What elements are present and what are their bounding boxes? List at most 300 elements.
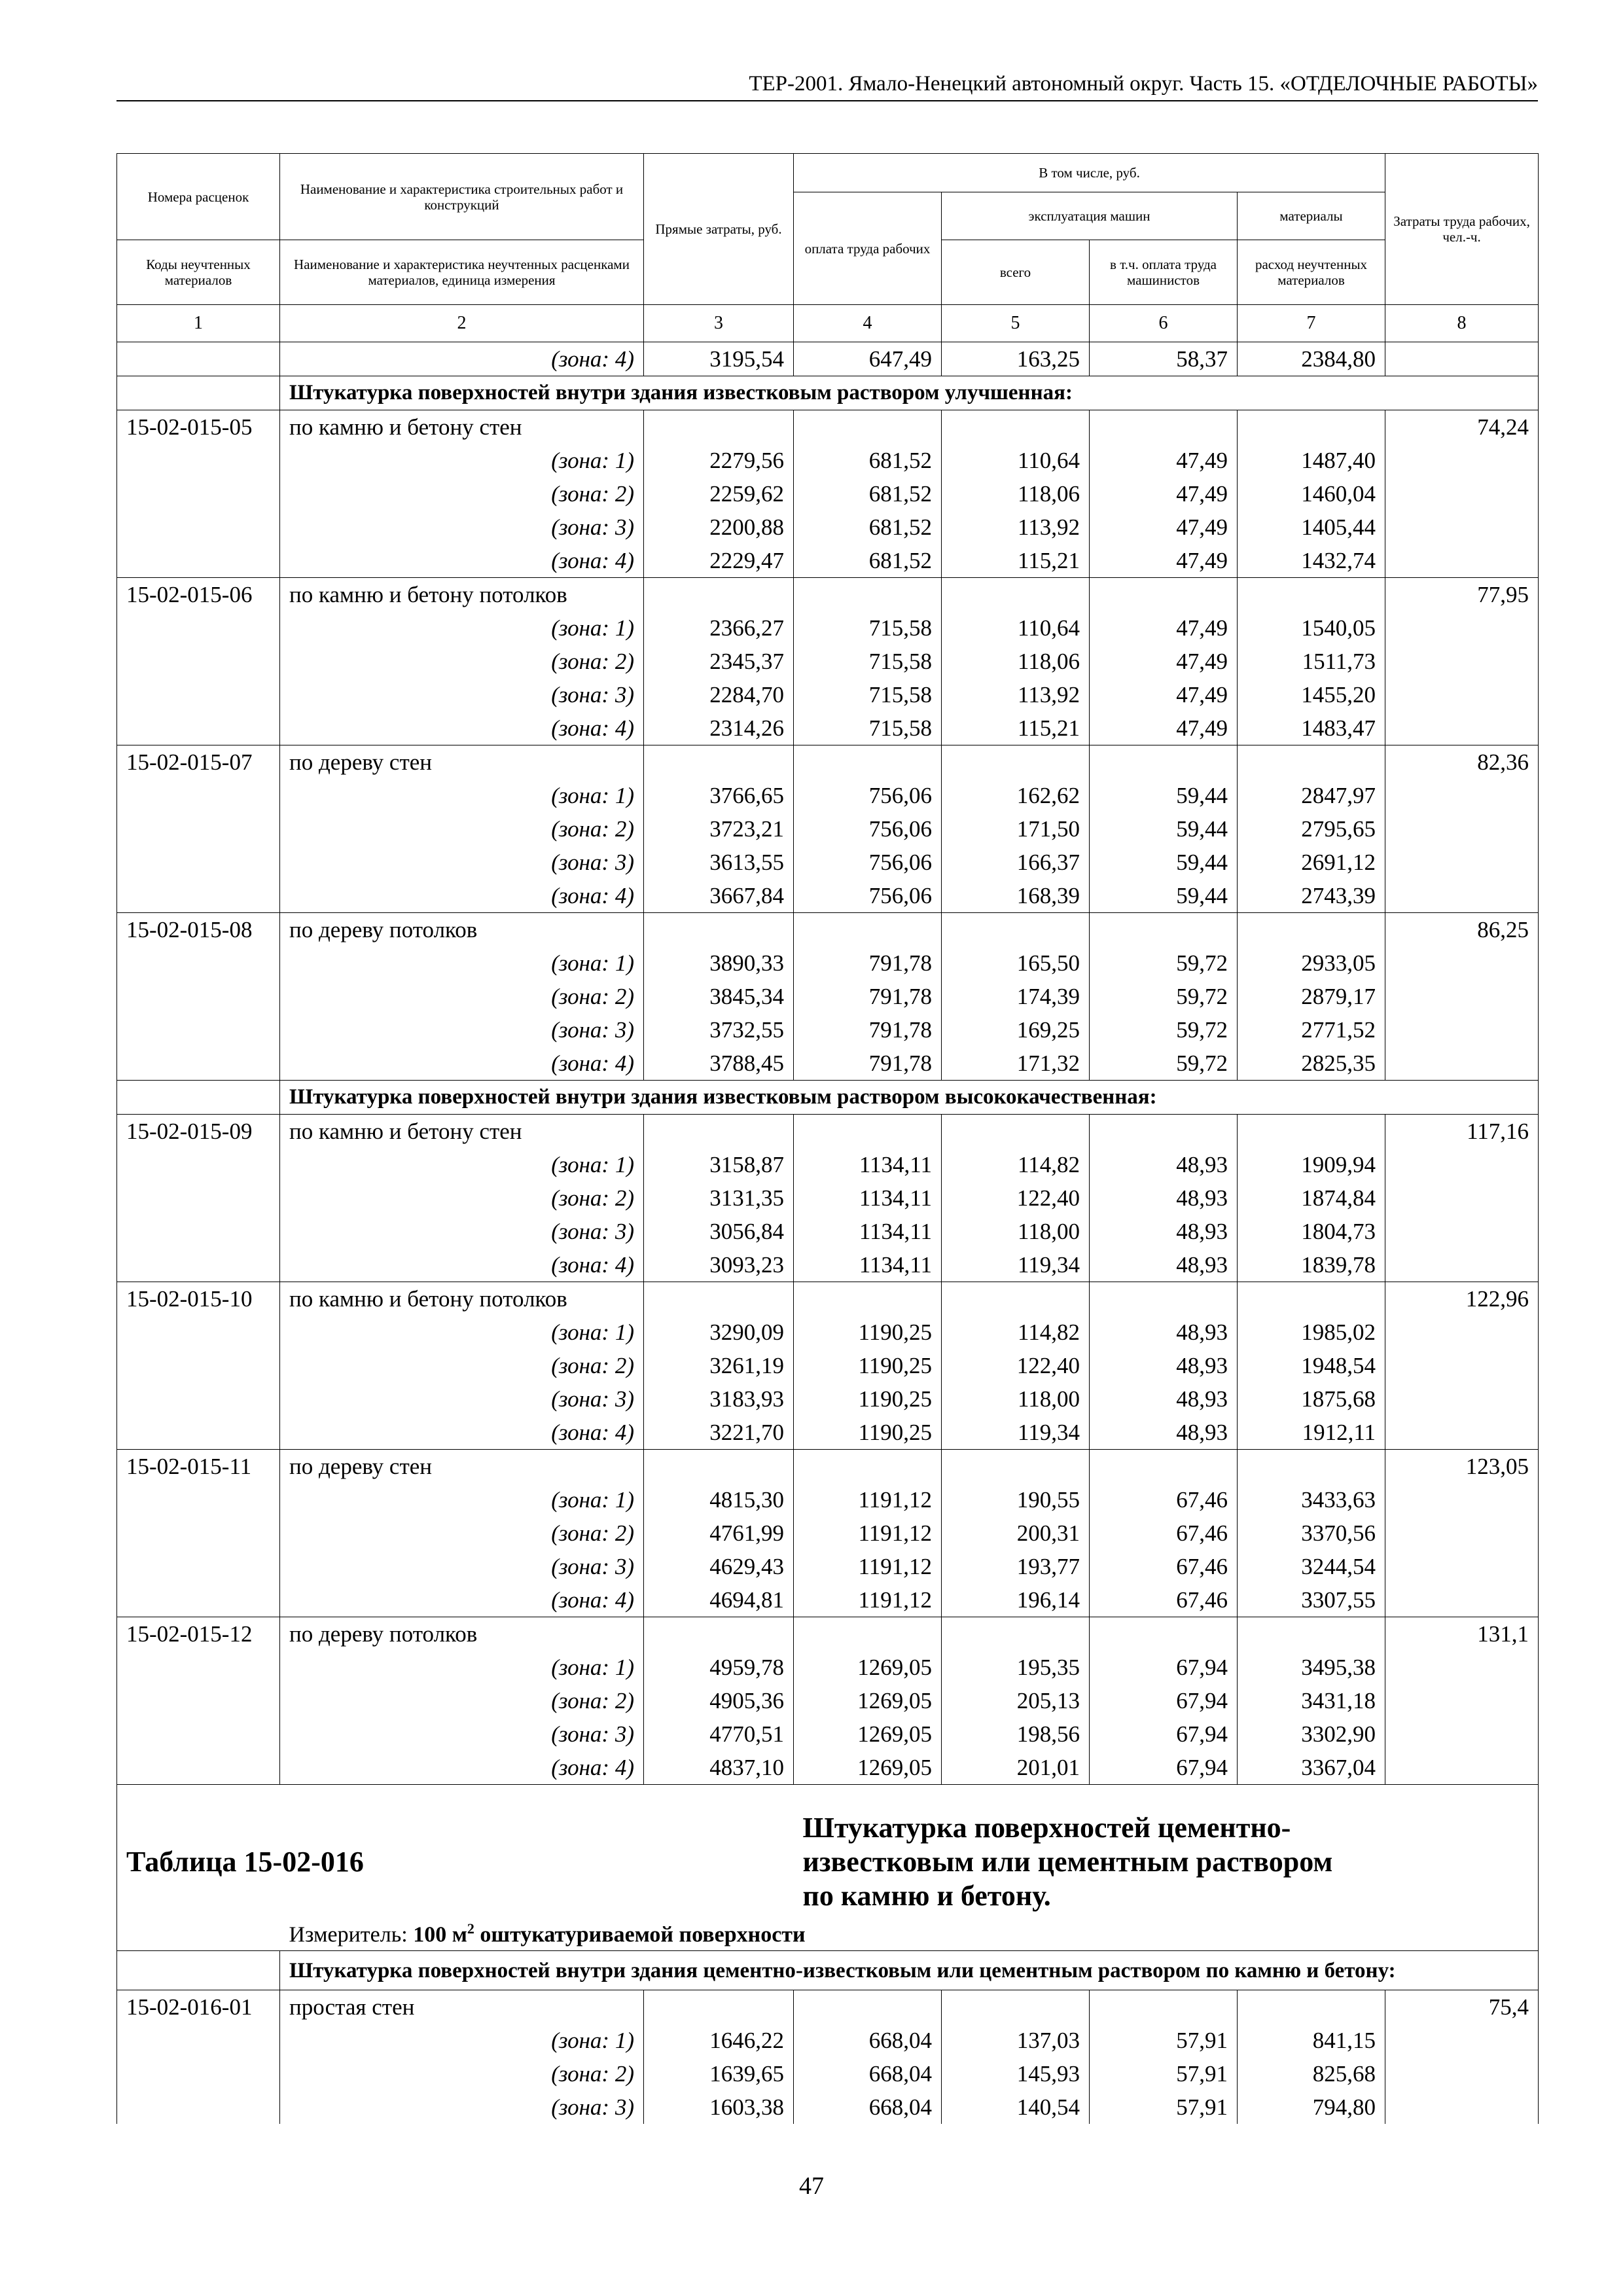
operators-wages-value: 58,37 — [1090, 342, 1238, 376]
wages-value: 1134,11 — [794, 1248, 942, 1282]
empty-cell — [1090, 410, 1238, 444]
operators-wages-value: 67,94 — [1090, 1684, 1238, 1717]
meter — [280, 1913, 1539, 1951]
empty-cell — [644, 410, 794, 444]
table-title-row — [117, 1785, 1539, 1914]
col-wages-header: оплата труда рабочих — [794, 192, 942, 305]
operators-wages-value: 47,49 — [1090, 511, 1238, 544]
direct-costs-value: 4815,30 — [644, 1483, 794, 1516]
zone-label: (зона: 2) — [280, 1516, 644, 1550]
wages-value: 756,06 — [794, 846, 942, 879]
empty-cell — [117, 1651, 280, 1684]
operators-wages-value: 48,93 — [1090, 1349, 1238, 1382]
direct-costs-value: 4629,43 — [644, 1550, 794, 1583]
materials-value: 3433,63 — [1238, 1483, 1385, 1516]
zone-row — [117, 2024, 1539, 2057]
wages-value: 668,04 — [794, 2024, 942, 2057]
empty-cell — [1385, 1516, 1539, 1550]
empty-cell — [1090, 913, 1238, 947]
operators-wages-value: 57,91 — [1090, 2090, 1238, 2124]
empty-cell — [1385, 980, 1539, 1013]
direct-costs-value: 3890,33 — [644, 946, 794, 980]
section-heading: Штукатурка поверхностей внутри здания известковым раствором высококачественная: — [280, 1081, 1539, 1115]
empty-cell — [117, 1382, 280, 1416]
empty-cell — [1385, 1047, 1539, 1081]
zone-label: (зона: 1) — [280, 1316, 644, 1349]
empty-cell — [1238, 745, 1385, 780]
materials-value: 1540,05 — [1238, 611, 1385, 645]
zone-label: (зона: 1) — [280, 779, 644, 812]
direct-costs-value: 3195,54 — [644, 342, 794, 376]
labor-value: 117,16 — [1385, 1115, 1539, 1149]
direct-costs-value: 4761,99 — [644, 1516, 794, 1550]
operators-wages-value: 59,72 — [1090, 1047, 1238, 1081]
operators-wages-value: 59,72 — [1090, 946, 1238, 980]
empty-cell — [1385, 1785, 1539, 1914]
operators-wages-value: 67,46 — [1090, 1550, 1238, 1583]
empty-cell — [117, 678, 280, 711]
empty-cell — [1385, 2057, 1539, 2090]
empty-cell — [117, 342, 280, 376]
empty-cell — [644, 1282, 794, 1316]
item-name: по дереву стен — [280, 745, 644, 780]
empty-cell — [117, 1516, 280, 1550]
wages-value: 1269,05 — [794, 1717, 942, 1751]
empty-cell — [117, 2057, 280, 2090]
wages-value: 1190,25 — [794, 1416, 942, 1450]
materials-value: 3302,90 — [1238, 1717, 1385, 1751]
empty-cell — [117, 779, 280, 812]
wages-value: 715,58 — [794, 611, 942, 645]
item-row — [117, 578, 1539, 612]
zone-row — [117, 511, 1539, 544]
col-code-header: Номера расценок — [117, 154, 280, 240]
wages-value: 668,04 — [794, 2057, 942, 2090]
zone-row — [117, 2090, 1539, 2124]
empty-cell — [1238, 578, 1385, 612]
operators-wages-value: 59,72 — [1090, 980, 1238, 1013]
zone-label: (зона: 4) — [280, 1047, 644, 1081]
zone-label: (зона: 4) — [280, 1416, 644, 1450]
machines-total-value: 118,06 — [942, 645, 1090, 678]
zone-label: (зона: 1) — [280, 1483, 644, 1516]
operators-wages-value: 47,49 — [1090, 711, 1238, 745]
materials-value: 1483,47 — [1238, 711, 1385, 745]
empty-cell — [794, 1282, 942, 1316]
materials-value: 2825,35 — [1238, 1047, 1385, 1081]
empty-cell — [117, 1181, 280, 1215]
zone-row — [117, 1148, 1539, 1181]
empty-cell — [1385, 511, 1539, 544]
operators-wages-value: 48,93 — [1090, 1382, 1238, 1416]
empty-cell — [1385, 1684, 1539, 1717]
machines-total-value: 190,55 — [942, 1483, 1090, 1516]
empty-cell — [942, 410, 1090, 444]
zone-label: (зона: 1) — [280, 444, 644, 477]
empty-cell — [794, 1990, 942, 2024]
direct-costs-value: 3845,34 — [644, 980, 794, 1013]
section-heading-row — [117, 1951, 1539, 1990]
empty-cell — [117, 1316, 280, 1349]
materials-value: 3367,04 — [1238, 1751, 1385, 1785]
col-number: 1 — [117, 305, 280, 342]
empty-cell — [942, 578, 1090, 612]
wages-value: 1269,05 — [794, 1651, 942, 1684]
empty-cell — [644, 1617, 794, 1651]
zone-label: (зона: 3) — [280, 2090, 644, 2124]
section-heading: Штукатурка поверхностей внутри здания цементно-известковым или цементным раствором по камню и бетону: — [280, 1951, 1539, 1990]
zone-row — [117, 1349, 1539, 1382]
machines-total-value: 163,25 — [942, 342, 1090, 376]
labor-value: 82,36 — [1385, 745, 1539, 780]
item-code: 15-02-015-06 — [117, 578, 280, 612]
direct-costs-value: 3732,55 — [644, 1013, 794, 1047]
item-name: простая стен — [280, 1990, 644, 2024]
empty-cell — [1385, 1550, 1539, 1583]
col-direct-costs-header: Прямые затраты, руб. — [644, 154, 794, 305]
operators-wages-value: 47,49 — [1090, 611, 1238, 645]
operators-wages-value: 57,91 — [1090, 2024, 1238, 2057]
wages-value: 1191,12 — [794, 1516, 942, 1550]
empty-cell — [1385, 678, 1539, 711]
zone-row — [117, 544, 1539, 578]
machines-total-value: 200,31 — [942, 1516, 1090, 1550]
empty-cell — [117, 711, 280, 745]
item-row — [117, 1450, 1539, 1484]
direct-costs-value: 3667,84 — [644, 879, 794, 913]
empty-cell — [942, 1282, 1090, 1316]
table-title: Штукатурка поверхностей цементно-известковым или цементным раствором по камню и бетону. — [794, 1785, 1385, 1914]
machines-total-value: 195,35 — [942, 1651, 1090, 1684]
empty-cell — [1090, 1617, 1238, 1651]
empty-cell — [794, 1115, 942, 1149]
machines-total-value: 169,25 — [942, 1013, 1090, 1047]
empty-cell — [1385, 1316, 1539, 1349]
direct-costs-value: 3183,93 — [644, 1382, 794, 1416]
item-name: по камню и бетону потолков — [280, 1282, 644, 1316]
item-code: 15-02-015-09 — [117, 1115, 280, 1149]
item-name: по камню и бетону потолков — [280, 578, 644, 612]
empty-cell — [117, 1583, 280, 1617]
direct-costs-value: 2229,47 — [644, 544, 794, 578]
machines-total-value: 193,77 — [942, 1550, 1090, 1583]
operators-wages-value: 59,72 — [1090, 1013, 1238, 1047]
labor-value: 77,95 — [1385, 578, 1539, 612]
empty-cell — [117, 376, 280, 410]
empty-cell — [1385, 1013, 1539, 1047]
item-code: 15-02-015-11 — [117, 1450, 280, 1484]
operators-wages-value: 48,93 — [1090, 1416, 1238, 1450]
wages-value: 791,78 — [794, 980, 942, 1013]
operators-wages-value: 57,91 — [1090, 2057, 1238, 2090]
materials-header: материалы — [1238, 192, 1385, 240]
empty-cell — [1385, 879, 1539, 913]
machines-total-value: 171,32 — [942, 1047, 1090, 1081]
zone-row — [117, 1047, 1539, 1081]
direct-costs-value: 3158,87 — [644, 1148, 794, 1181]
operators-wages-value: 48,93 — [1090, 1148, 1238, 1181]
materials-value: 1804,73 — [1238, 1215, 1385, 1248]
zone-row — [117, 1316, 1539, 1349]
materials-value: 2879,17 — [1238, 980, 1385, 1013]
zone-label: (зона: 1) — [280, 2024, 644, 2057]
direct-costs-value: 2284,70 — [644, 678, 794, 711]
wages-value: 681,52 — [794, 477, 942, 511]
item-row — [117, 410, 1539, 444]
zone-label: (зона: 4) — [280, 879, 644, 913]
wages-value: 715,58 — [794, 678, 942, 711]
materials-value: 1985,02 — [1238, 1316, 1385, 1349]
col-code-header-bottom: Коды неучтенных материалов — [117, 240, 280, 305]
empty-cell — [1238, 1617, 1385, 1651]
wages-value: 791,78 — [794, 1047, 942, 1081]
machines-total-value: 118,06 — [942, 477, 1090, 511]
machines-header: эксплуатация машин — [942, 192, 1238, 240]
machines-total-value: 114,82 — [942, 1316, 1090, 1349]
wages-value: 668,04 — [794, 2090, 942, 2124]
zone-label: (зона: 1) — [280, 1148, 644, 1181]
col-number: 6 — [1090, 305, 1238, 342]
item-name: по камню и бетону стен — [280, 410, 644, 444]
empty-cell — [1385, 2090, 1539, 2124]
empty-cell — [1385, 946, 1539, 980]
direct-costs-value: 3766,65 — [644, 779, 794, 812]
wages-value: 1269,05 — [794, 1751, 942, 1785]
materials-value: 1432,74 — [1238, 544, 1385, 578]
machines-total-value: 119,34 — [942, 1416, 1090, 1450]
empty-cell — [117, 645, 280, 678]
empty-cell — [117, 1081, 280, 1115]
empty-cell — [1385, 1751, 1539, 1785]
materials-value: 1839,78 — [1238, 1248, 1385, 1282]
empty-cell — [1090, 1115, 1238, 1149]
col-number: 7 — [1238, 305, 1385, 342]
zone-label: (зона: 3) — [280, 1382, 644, 1416]
zone-row — [117, 1483, 1539, 1516]
direct-costs-value: 1639,65 — [644, 2057, 794, 2090]
empty-cell — [1238, 410, 1385, 444]
machines-total-value: 162,62 — [942, 779, 1090, 812]
empty-cell — [1385, 1248, 1539, 1282]
zone-row — [117, 846, 1539, 879]
empty-cell — [1385, 1349, 1539, 1382]
zone-label: (зона: 1) — [280, 611, 644, 645]
zone-label: (зона: 4) — [280, 1751, 644, 1785]
direct-costs-value: 2200,88 — [644, 511, 794, 544]
operators-wages-value: 47,49 — [1090, 678, 1238, 711]
zone-label: (зона: 3) — [280, 1550, 644, 1583]
operators-wages-value: 67,46 — [1090, 1516, 1238, 1550]
empty-cell — [1385, 812, 1539, 846]
direct-costs-value: 2314,26 — [644, 711, 794, 745]
zone-row — [117, 1181, 1539, 1215]
materials-value: 1455,20 — [1238, 678, 1385, 711]
operators-wages-value: 59,44 — [1090, 812, 1238, 846]
zone-label: (зона: 2) — [280, 1349, 644, 1382]
labor-value: 75,4 — [1385, 1990, 1539, 2024]
empty-cell — [644, 1990, 794, 2024]
empty-cell — [1385, 477, 1539, 511]
empty-cell — [942, 1990, 1090, 2024]
item-row — [117, 1617, 1539, 1651]
materials-value: 1487,40 — [1238, 444, 1385, 477]
materials-value: 2771,52 — [1238, 1013, 1385, 1047]
item-code: 15-02-015-07 — [117, 745, 280, 780]
zone-label: (зона: 1) — [280, 946, 644, 980]
wages-value: 1134,11 — [794, 1215, 942, 1248]
zone-row — [117, 1248, 1539, 1282]
col-number: 4 — [794, 305, 942, 342]
empty-cell — [1385, 1483, 1539, 1516]
empty-cell — [644, 745, 794, 780]
item-code: 15-02-015-08 — [117, 913, 280, 947]
empty-cell — [794, 745, 942, 780]
materials-value: 3244,54 — [1238, 1550, 1385, 1583]
wages-value: 1190,25 — [794, 1316, 942, 1349]
direct-costs-value: 3093,23 — [644, 1248, 794, 1282]
incl-header: В том числе, руб. — [794, 154, 1385, 192]
item-row — [117, 1282, 1539, 1316]
item-row — [117, 745, 1539, 780]
direct-costs-value: 4837,10 — [644, 1751, 794, 1785]
item-code: 15-02-015-10 — [117, 1282, 280, 1316]
col-labor-header: Затраты труда рабочих, чел.-ч. — [1385, 154, 1539, 305]
zone-label: (зона: 4) — [280, 1583, 644, 1617]
zone-label: (зона: 2) — [280, 980, 644, 1013]
zone-label: (зона: 3) — [280, 1215, 644, 1248]
zone-label: (зона: 2) — [280, 1181, 644, 1215]
materials-value: 1405,44 — [1238, 511, 1385, 544]
empty-cell — [1238, 1990, 1385, 2024]
wages-value: 756,06 — [794, 879, 942, 913]
empty-cell — [1385, 444, 1539, 477]
machines-total-value: 168,39 — [942, 879, 1090, 913]
empty-cell — [1238, 913, 1385, 947]
item-name: по камню и бетону стен — [280, 1115, 644, 1149]
materials-value: 1875,68 — [1238, 1382, 1385, 1416]
empty-cell — [644, 578, 794, 612]
item-name: по дереву стен — [280, 1450, 644, 1484]
empty-cell — [117, 1684, 280, 1717]
materials-value: 2743,39 — [1238, 879, 1385, 913]
machines-total-value: 140,54 — [942, 2090, 1090, 2124]
price-table-wrapper — [116, 153, 1538, 2124]
wages-value: 1190,25 — [794, 1382, 942, 1416]
zone-label: (зона: 4) — [280, 711, 644, 745]
materials-value: 2933,05 — [1238, 946, 1385, 980]
machines-total-value: 110,64 — [942, 444, 1090, 477]
materials-value: 2847,97 — [1238, 779, 1385, 812]
item-row — [117, 1990, 1539, 2024]
machines-total-value: 113,92 — [942, 511, 1090, 544]
zone-label: (зона: 4) — [280, 342, 644, 376]
labor-value: 123,05 — [1385, 1450, 1539, 1484]
empty-cell — [117, 2024, 280, 2057]
wages-value: 1269,05 — [794, 1684, 942, 1717]
wages-value: 1190,25 — [794, 1349, 942, 1382]
machines-total-value: 118,00 — [942, 1382, 1090, 1416]
machines-total-value: 115,21 — [942, 711, 1090, 745]
empty-cell — [1090, 1450, 1238, 1484]
machines-total-value: 198,56 — [942, 1717, 1090, 1751]
empty-cell — [117, 1751, 280, 1785]
item-row — [117, 1115, 1539, 1149]
empty-cell — [644, 1115, 794, 1149]
operators-wages-value: 47,49 — [1090, 645, 1238, 678]
zone-label: (зона: 2) — [280, 1684, 644, 1717]
empty-cell — [117, 1483, 280, 1516]
materials-value: 2691,12 — [1238, 846, 1385, 879]
operators-wages-value: 48,93 — [1090, 1181, 1238, 1215]
empty-cell — [117, 1550, 280, 1583]
materials-value: 3495,38 — [1238, 1651, 1385, 1684]
empty-cell — [117, 477, 280, 511]
direct-costs-value: 2345,37 — [644, 645, 794, 678]
materials-value: 1874,84 — [1238, 1181, 1385, 1215]
table-body — [117, 342, 1539, 2125]
operators-wages-value: 67,94 — [1090, 1717, 1238, 1751]
zone-label: (зона: 3) — [280, 1013, 644, 1047]
item-code: 15-02-015-12 — [117, 1617, 280, 1651]
empty-cell — [1385, 1148, 1539, 1181]
zone-row — [117, 1516, 1539, 1550]
direct-costs-value: 2279,56 — [644, 444, 794, 477]
zone-label: (зона: 3) — [280, 1717, 644, 1751]
empty-cell — [1385, 342, 1539, 376]
empty-cell — [1090, 578, 1238, 612]
direct-costs-value: 2366,27 — [644, 611, 794, 645]
item-code: 15-02-016-01 — [117, 1990, 280, 2024]
machines-total-value: 118,00 — [942, 1215, 1090, 1248]
zone-label: (зона: 2) — [280, 2057, 644, 2090]
empty-cell — [1385, 711, 1539, 745]
labor-value: 74,24 — [1385, 410, 1539, 444]
wages-value: 715,58 — [794, 645, 942, 678]
empty-cell — [117, 812, 280, 846]
zone-row — [117, 1751, 1539, 1785]
direct-costs-value: 3290,09 — [644, 1316, 794, 1349]
zone-label: (зона: 3) — [280, 678, 644, 711]
direct-costs-value: 4905,36 — [644, 1684, 794, 1717]
direct-costs-value: 3723,21 — [644, 812, 794, 846]
operators-wages-value: 67,46 — [1090, 1483, 1238, 1516]
zone-row — [117, 1717, 1539, 1751]
col-number: 8 — [1385, 305, 1539, 342]
operators-wages-value: 48,93 — [1090, 1248, 1238, 1282]
empty-cell — [1090, 1990, 1238, 2024]
item-name: по дереву потолков — [280, 1617, 644, 1651]
empty-cell — [117, 2090, 280, 2124]
zone-row — [117, 946, 1539, 980]
meter-value: 100 м — [413, 1922, 467, 1947]
wages-value: 1191,12 — [794, 1550, 942, 1583]
zone-label: (зона: 3) — [280, 846, 644, 879]
empty-cell — [117, 1913, 280, 1951]
zone-row — [117, 477, 1539, 511]
materials-value: 1460,04 — [1238, 477, 1385, 511]
col-name-header: Наименование и характеристика строительных работ и конструкций — [280, 154, 644, 240]
empty-cell — [1385, 1583, 1539, 1617]
operators-wages-value: 59,44 — [1090, 846, 1238, 879]
zone-row — [117, 1684, 1539, 1717]
empty-cell — [117, 1215, 280, 1248]
item-code: 15-02-015-05 — [117, 410, 280, 444]
empty-cell — [1385, 1215, 1539, 1248]
machines-total-value: 174,39 — [942, 980, 1090, 1013]
empty-cell — [117, 1013, 280, 1047]
empty-cell — [1385, 1416, 1539, 1450]
machines-total-value: 196,14 — [942, 1583, 1090, 1617]
